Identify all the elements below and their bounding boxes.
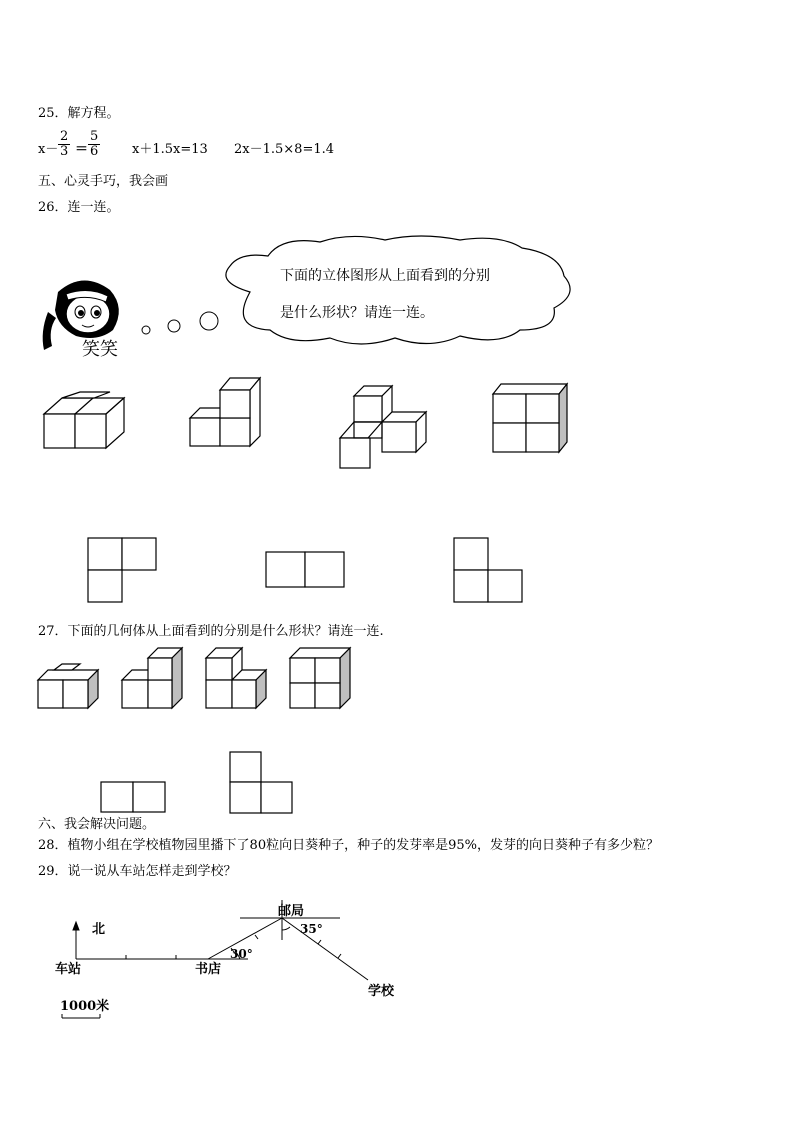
eq1-x: x－ [38,142,59,157]
angle-30-label: 30° [230,947,253,961]
fraction-5-6 [88,130,100,159]
section-6-heading: 六、我会解决问题。 [38,817,156,832]
q27-topview-2 [230,752,294,814]
q27-label: 27．下面的几何体从上面看到的分别是什么形状？请连一连. [38,624,384,639]
q27-solid-3 [206,648,268,708]
q26-solid-3 [340,384,428,468]
north-label: 北 [92,922,106,937]
q25-label: 25．解方程。 [38,106,120,121]
bubble-text-line-1: 下面的立体图形从上面看到的分别 [280,268,490,284]
q26-solid-2 [190,372,262,446]
q26-topview-3 [454,538,524,602]
bubble-text-line-2: 是什么形状？请连一连。 [280,305,434,321]
q26-solid-4 [493,384,569,452]
angle-35-label: 35° [300,922,323,936]
scale-label: 1000米 [60,999,110,1014]
equation-2: x＋1.5x=13 [132,142,208,157]
q26-topview-2 [266,552,346,588]
character-name: 笑笑 [82,339,118,360]
bookstore-label: 书店 [195,962,222,977]
q29-label: 29．说一说从车站怎样走到学校？ [38,864,237,879]
school-label: 学校 [368,984,395,999]
fraction-denominator: 3 [60,144,69,159]
q27-solid-1 [38,664,100,708]
post-office-label: 邮局 [278,904,305,919]
fraction-numerator: 2 [60,129,69,144]
q26-topview-1 [88,538,158,602]
fraction-denominator: 6 [90,144,99,159]
eq1-equals: ＝ [75,142,89,157]
q26-label: 26．连一连。 [38,200,120,215]
fraction-numerator: 5 [90,129,99,144]
q27-topview-1 [101,782,167,814]
fraction-2-3 [58,130,70,159]
q26-solid-1 [44,392,124,448]
equation-3: 2x－1.5×8=1.4 [234,142,335,157]
q27-solid-2 [122,648,184,708]
q28-label: 28．植物小组在学校植物园里播下了80粒向日葵种子，种子的发芽率是95%，发芽的向日葵种子有多少粒？ [38,838,659,853]
section-5-heading: 五、心灵手巧，我会画 [38,174,169,189]
station-label: 车站 [55,962,82,977]
q27-solid-4 [290,648,352,708]
thought-cloud [140,232,590,352]
